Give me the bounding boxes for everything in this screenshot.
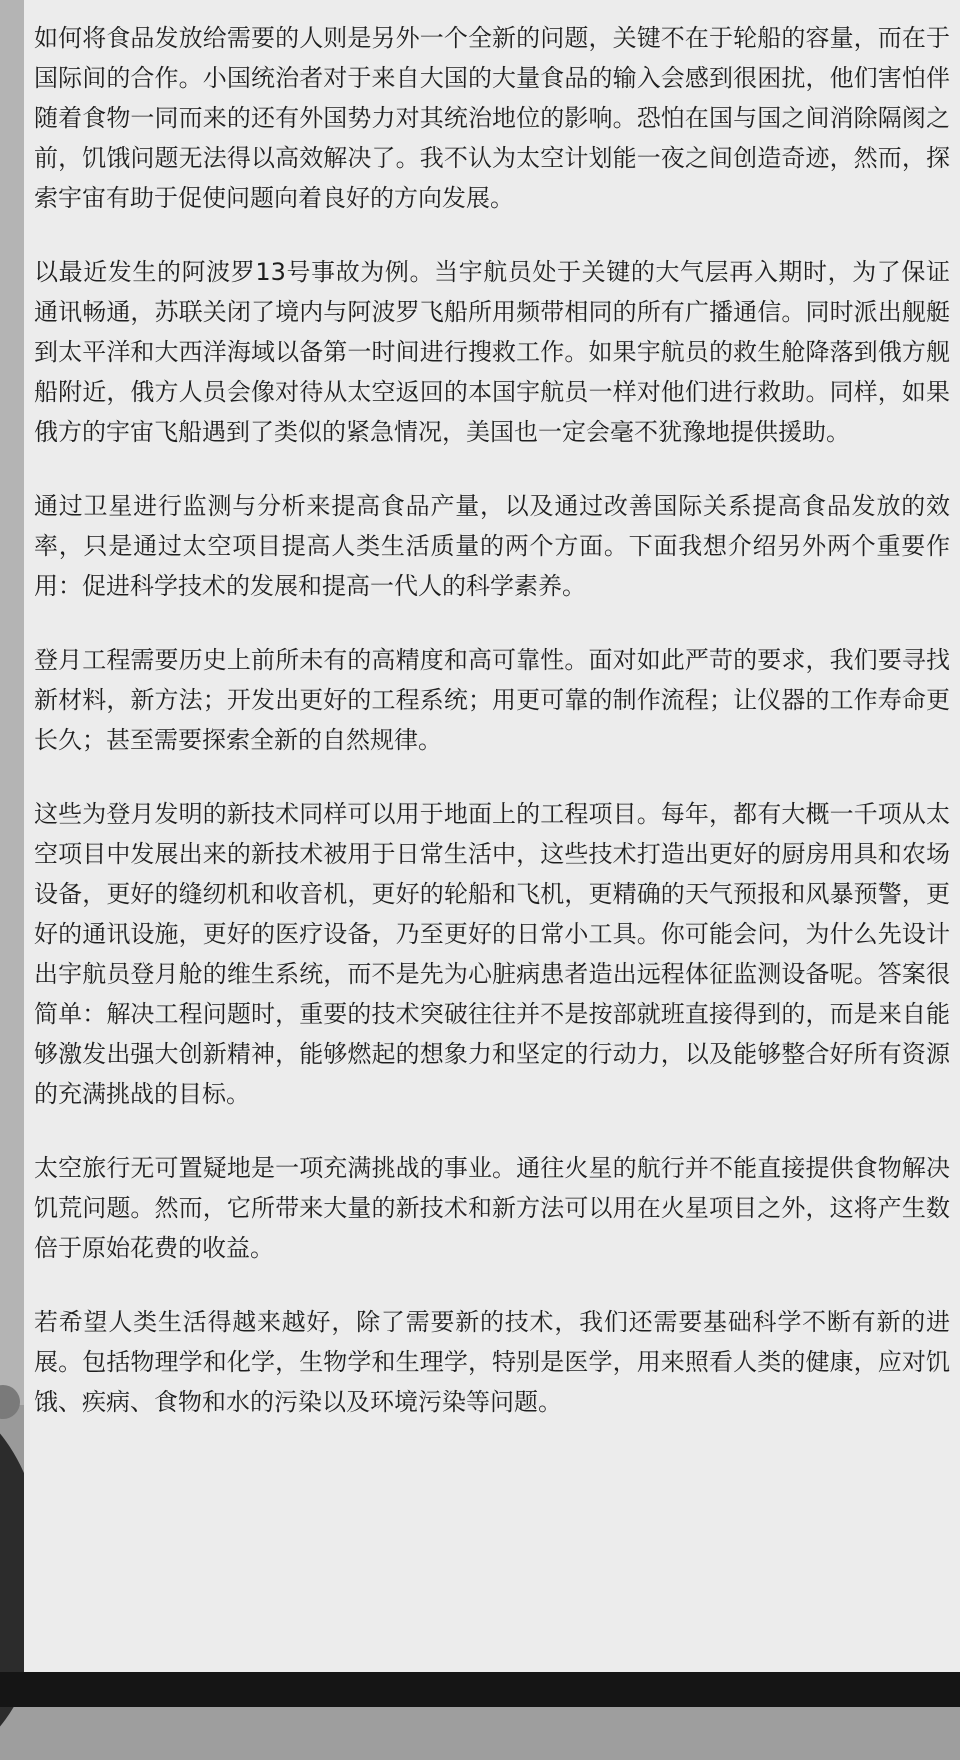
paragraph-6: 太空旅行无可置疑地是一项充满挑战的事业。通往火星的航行并不能直接提供食物解决饥荒问题。然而，它所带来大量的新技术和新方法可以用在火星项目之外，这将产生数倍于原始花费的收益。 (34, 1154, 950, 1262)
paragraph-4: 登月工程需要历史上前所未有的高精度和高可靠性。面对如此严苛的要求，我们要寻找新材料，新方法；开发出更好的工程系统；用更可靠的制作流程；让仪器的工作寿命更长久；甚至需要探索全新的自然规律。 (34, 646, 950, 754)
paragraph-2: 以最近发生的阿波罗13号事故为例。当宇航员处于关键的大气层再入期时，为了保证通讯畅通，苏联关闭了境内与阿波罗飞船所用频带相同的所有广播通信。同时派出舰艇到太平洋和大西洋海域以备第一时间进行搜救工作。如果宇航员的救生舱降落到俄方舰船附近，俄方人员会像对待从太空返回的本国宇航员一样对他们进行救助。同样，如果俄方的宇宙飞船遇到了类似的紧急情况，美国也一定会毫不犹豫地提供援助。 (34, 258, 950, 446)
paragraph-1: 如何将食品发放给需要的人则是另外一个全新的问题，关键不在于轮船的容量，而在于国际间的合作。小国统治者对于来自大国的大量食品的输入会感到很困扰，他们害怕伴随着食物一同而来的还有外国势力对其统治地位的影响。恐怕在国与国之间消除隔阂之前，饥饿问题无法得以高效解决了。我不认为太空计划能一夜之间创造奇迹，然而，探索宇宙有助于促使问题向着良好的方向发展。 (34, 24, 950, 212)
paragraph-7: 若希望人类生活得越来越好，除了需要新的技术，我们还需要基础科学不断有新的进展。包括物理学和化学，生物学和生理学，特别是医学，用来照看人类的健康，应对饥饿、疾病、食物和水的污染以及环境污染等问题。 (34, 1308, 950, 1416)
paragraph-5: 这些为登月发明的新技术同样可以用于地面上的工程项目。每年，都有大概一千项从太空项目中发展出来的新技术被用于日常生活中，这些技术打造出更好的厨房用具和农场设备，更好的缝纫机和收音机，更好的轮船和飞机，更精确的天气预报和风暴预警，更好的通讯设施，更好的医疗设备，乃至更好的日常小工具。你可能会问，为什么先设计出宇航员登月舱的维生系统，而不是先为心脏病患者造出远程体征监测设备呢。答案很简单：解决工程问题时，重要的技术突破往往并不是按部就班直接得到的，而是来自能够激发出强大创新精神，能够燃起的想象力和坚定的行动力，以及能够整合好所有资源的充满挑战的目标。 (34, 800, 950, 1108)
article-card[interactable] (24, 0, 960, 1672)
background-bottom-bar (0, 1672, 960, 1707)
paragraph-3: 通过卫星进行监测与分析来提高食品产量，以及通过改善国际关系提高食品发放的效率，只是通过太空项目提高人类生活质量的两个方面。下面我想介绍另外两个重要作用：促进科学技术的发展和提高一代人的科学素养。 (34, 492, 950, 600)
